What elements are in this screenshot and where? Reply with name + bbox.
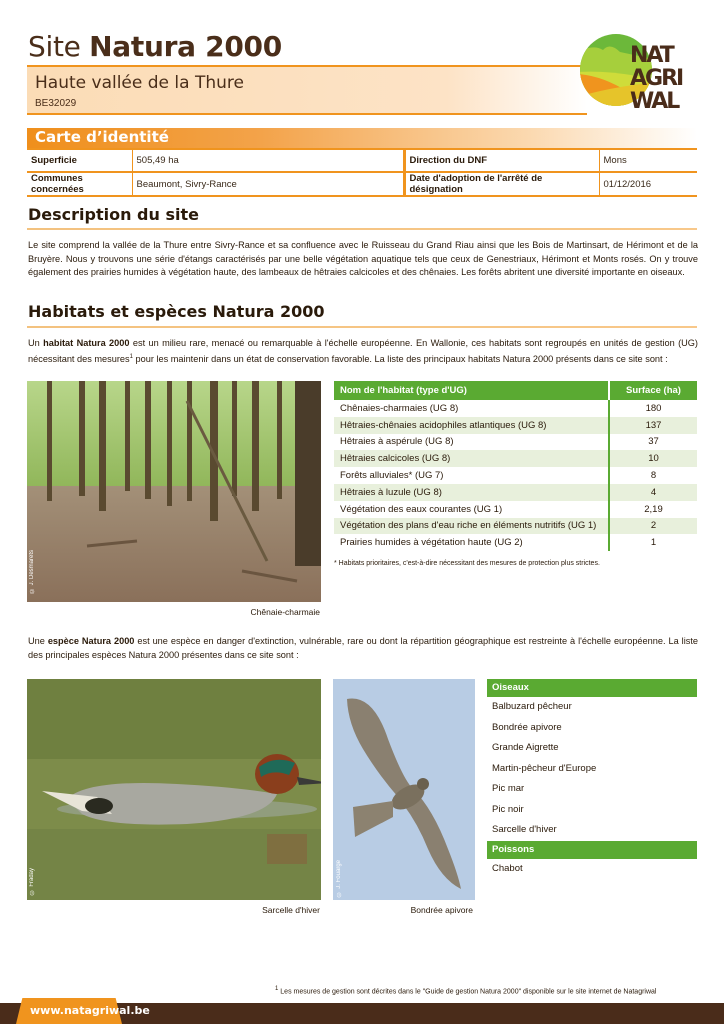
- habitat-name: Prairies humides à végétation haute (UG 2): [340, 537, 523, 549]
- column-header-habitat: Nom de l'habitat (type d'UG): [334, 381, 609, 400]
- habitat-name: Hêtraies à luzule (UG 8): [334, 484, 609, 501]
- title-bold: Natura 2000: [89, 30, 282, 63]
- habitat-name: Hêtraies-chênaies acidophiles atlantiques (UG 8): [334, 417, 609, 434]
- photo-credit: © J. Fouarge: [336, 860, 342, 897]
- footer-bar: [0, 1003, 724, 1024]
- text: Un: [28, 338, 44, 348]
- title-prefix: Site: [28, 30, 81, 63]
- forest-photo: [27, 381, 321, 602]
- table-row: [334, 534, 697, 551]
- bold-term: habitat Natura 2000: [43, 338, 130, 348]
- photo-credit: © Fraday: [29, 868, 35, 895]
- natagriwal-logo-icon: [578, 22, 698, 117]
- habitat-name: Végétation des eaux courantes (UG 1): [340, 503, 503, 515]
- list-item: Pic noir: [492, 803, 524, 815]
- habitat-surface: 1: [609, 534, 697, 551]
- habitat-surface: 2: [609, 518, 697, 535]
- habitats-footnote: * Habitats prioritaires, c'est-à-dire nécessitant des mesures de protection plus strictes.: [334, 560, 600, 567]
- list-item: Balbuzard pêcheur: [492, 701, 572, 712]
- table-row: [334, 400, 697, 417]
- habitat-surface: 4: [609, 484, 697, 501]
- management-footnote: [275, 986, 656, 995]
- footnote-ref: 1: [275, 986, 279, 992]
- description-text: Le site comprend la vallée de la Thure entre Sivry-Rance et sa confluence avec le Ruisseau du Grand Riau ainsi que les Bois de Martinsart, de Hérimont et de la Bruyère. Nous y trouvons une série d'étangs caractérisés par une belle végétation aquatique tels que ceux de Genestriaux, Hérimont et Monts rosés. On y trouve également des prairies humides à végétation haute, des lambeaux de hêtraies calcicoles et des chênaies. Les forêts abritent une diversité importante en oiseaux.: [28, 240, 698, 277]
- identity-heading: Carte d’identité: [35, 128, 169, 146]
- site-code: BE32029: [35, 98, 77, 109]
- habitat-surface: 10: [609, 450, 697, 467]
- value-date-adoption: 01/12/2016: [599, 172, 697, 196]
- table-row: [334, 417, 697, 434]
- value-communes: Beaumont, Sivry-Rance: [132, 172, 404, 196]
- buzzard-photo-caption: Bondrée apivore: [410, 905, 473, 915]
- divider: [27, 228, 697, 230]
- list-item: Bondrée apivore: [492, 721, 562, 733]
- table-row: [334, 518, 697, 535]
- identity-table: [27, 148, 697, 197]
- teal-photo-caption: Sarcelle d'hiver: [262, 905, 320, 915]
- value-superficie: 505,49 ha: [132, 149, 404, 172]
- table-row: [334, 501, 697, 518]
- text: est un milieu rare, menacé ou remarquable à l'échelle européenne. En Wallonie, ces habitats sont regroupés en unités de gestion (UG) nécessitant des mesures: [28, 338, 698, 364]
- identity-row: [27, 149, 697, 172]
- footnote-ref: 1: [129, 353, 133, 360]
- label-communes: Communes concernées: [27, 172, 132, 196]
- habitat-name: Forêts alluviales* (UG 7): [340, 470, 444, 482]
- table-row: [334, 450, 697, 467]
- list-item: Pic mar: [492, 783, 525, 794]
- divider: [27, 326, 697, 328]
- list-item: Martin-pêcheur d'Europe: [492, 762, 597, 774]
- photo-credit: © J. Desmarets: [29, 550, 35, 594]
- buzzard-photo: [333, 679, 475, 900]
- svg-text:WAL: WAL: [630, 89, 679, 114]
- habitat-name: Végétation des plans d'eau riche en éléments nutritifs (UG 1): [334, 518, 609, 535]
- list-item: Chabot: [492, 862, 523, 874]
- teal-photo: [27, 679, 321, 900]
- habitat-name: Hêtraies à aspérule (UG 8): [340, 436, 454, 448]
- svg-text:NAT: NAT: [630, 43, 673, 68]
- category-oiseaux: Oiseaux: [487, 679, 697, 697]
- habitats-table: [334, 381, 697, 551]
- habitat-surface: 2,19: [609, 501, 697, 518]
- habitat-name: Chênaies-charmaies (UG 8): [340, 402, 459, 414]
- text: Les mesures de gestion sont décrites dans le "Guide de gestion Natura 2000" disponible sur le site internet de Natagriwal: [278, 988, 657, 996]
- value-direction-dnf: Mons: [599, 149, 697, 172]
- label-date-adoption: Date d'adoption de l'arrêté de désignation: [404, 172, 599, 196]
- habitat-surface: 37: [609, 434, 697, 451]
- category-poissons: Poissons: [487, 841, 697, 859]
- species-intro: [28, 635, 698, 662]
- list-item: Sarcelle d'hiver: [492, 824, 557, 835]
- identity-heading-bar: [27, 128, 697, 148]
- habitats-intro: [28, 337, 698, 366]
- habitat-surface: 180: [609, 400, 697, 417]
- table-row: [334, 484, 697, 501]
- text: Une: [28, 636, 48, 646]
- label-superficie: Superficie: [27, 149, 132, 172]
- habitat-surface: 8: [609, 467, 697, 484]
- site-name-bar: [27, 65, 587, 115]
- site-name: Haute vallée de la Thure: [35, 73, 244, 93]
- table-row: [334, 434, 697, 451]
- column-header-surface: Surface (ha): [609, 381, 697, 400]
- table-row: [334, 467, 697, 484]
- habitat-surface: 137: [609, 417, 697, 434]
- description-heading: Description du site: [28, 205, 199, 224]
- species-list: [487, 679, 697, 879]
- text: pour les maintenir dans un état de conservation favorable. La liste des principaux habitats Natura 2000 présents dans ce site sont :: [132, 353, 668, 364]
- label-direction-dnf: Direction du DNF: [404, 149, 599, 172]
- page-title: [28, 30, 282, 63]
- identity-row: [27, 172, 697, 196]
- website-link[interactable]: www.natagriwal.be: [30, 1004, 150, 1017]
- list-item: Grande Aigrette: [492, 742, 559, 753]
- habitat-name: Hêtraies calcicoles (UG 8): [334, 450, 609, 467]
- habitats-heading: Habitats et espèces Natura 2000: [28, 302, 325, 321]
- svg-text:AGRI: AGRI: [630, 66, 683, 91]
- forest-photo-caption: Chênaie-charmaie: [250, 607, 320, 617]
- bold-term: espèce Natura 2000: [47, 636, 135, 646]
- text: est une espèce en danger d'extinction, vulnérable, rare ou dont la répartition géographique est restreinte à l'échelle européenne. La liste des principales espèces Natura 2000 présentes dans ce site sont :: [28, 636, 698, 660]
